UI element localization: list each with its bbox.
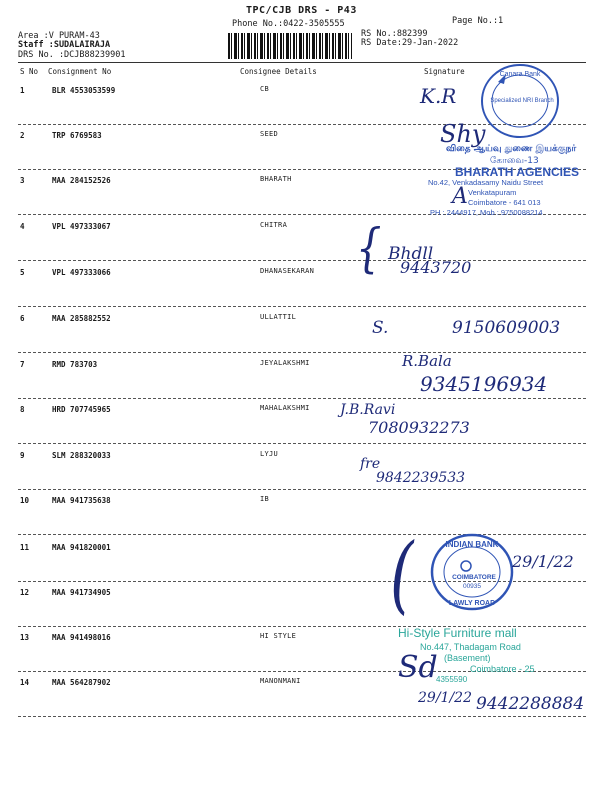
indian-stamp-name: INDIAN BANK bbox=[445, 540, 499, 549]
row-consignment: TRP 6769583 bbox=[52, 131, 102, 140]
row-divider bbox=[18, 398, 586, 399]
bharath-stamp-name: BHARATH AGENCIES bbox=[455, 165, 580, 179]
signature-row3: A bbox=[452, 184, 468, 209]
histyle-stamp-addr3: Coimbatore - 25 bbox=[470, 664, 535, 674]
page-number: Page No.:1 bbox=[452, 16, 504, 26]
row-sno: 3 bbox=[20, 176, 25, 185]
indian-stamp-code: 00935 bbox=[462, 583, 482, 590]
bharath-stamp-addr1: No.42, Venkadasamy Naidu Street bbox=[428, 178, 544, 187]
row-divider bbox=[18, 352, 586, 353]
phone-number: Phone No.:0422-3505555 bbox=[232, 19, 345, 29]
bharath-stamp-phone: PH : 2444917, Mob : 9750088214 bbox=[430, 208, 543, 217]
row-consignment: SLM 288320033 bbox=[52, 451, 111, 460]
signature-row14: Sd bbox=[398, 650, 438, 685]
row-sno: 7 bbox=[20, 360, 25, 369]
histyle-stamp-addr2: (Basement) bbox=[444, 653, 491, 663]
row-divider bbox=[18, 489, 586, 490]
row-divider bbox=[18, 306, 586, 307]
histyle-stamp-name: Hi-Style Furniture mall bbox=[398, 626, 517, 640]
phone-row5: 9443720 bbox=[400, 258, 472, 277]
row-consignee: HI STYLE bbox=[260, 632, 297, 640]
row-consignee: ULLATTIL bbox=[260, 313, 297, 321]
signature-row1: K.R bbox=[420, 84, 457, 108]
row-consignment: MAA 941735638 bbox=[52, 496, 111, 505]
row-sno: 12 bbox=[20, 588, 30, 597]
row-consignee: BHARATH bbox=[260, 175, 292, 183]
phone-row6: 9150609003 bbox=[452, 318, 561, 338]
phone-row14: 9442288884 bbox=[476, 694, 585, 714]
indian-stamp-city: COIMBATORE bbox=[452, 574, 496, 581]
row-consignment: HRD 707745965 bbox=[52, 405, 111, 414]
row-divider bbox=[18, 716, 586, 717]
row-consignment: MAA 941820001 bbox=[52, 543, 111, 552]
row-consignee: SEED bbox=[260, 130, 279, 138]
row-consignment: MAA 564287902 bbox=[52, 678, 111, 687]
row-sno: 5 bbox=[20, 268, 25, 277]
row-consignment: VPL 497333066 bbox=[52, 268, 111, 277]
table-row bbox=[0, 451, 600, 498]
histyle-stamp-phone: 4355590 bbox=[436, 675, 468, 684]
row-consignment: MAA 284152526 bbox=[52, 176, 111, 185]
rs-date: RS Date:29-Jan-2022 bbox=[361, 38, 459, 48]
row-sno: 13 bbox=[20, 633, 30, 642]
row-consignee: JEYALAKSHMI bbox=[260, 359, 310, 367]
row-sno: 9 bbox=[20, 451, 25, 460]
col-consignee: Consignee Details bbox=[240, 67, 317, 76]
phone-row9: 9842239533 bbox=[376, 470, 466, 486]
row-consignment: BLR 4553053599 bbox=[52, 86, 116, 95]
area-label: Area :V PURAM-43 bbox=[18, 31, 100, 41]
row-consignment: RMD 783703 bbox=[52, 360, 98, 369]
row-consignee: CHITRA bbox=[260, 221, 288, 229]
row-consignee: MAHALAKSHMI bbox=[260, 404, 310, 412]
row-sno: 6 bbox=[20, 314, 25, 323]
row-consignment: VPL 497333067 bbox=[52, 222, 111, 231]
phone-row7: 9345196934 bbox=[420, 372, 548, 396]
bharath-stamp-addr2: Venkatapuram bbox=[468, 188, 517, 197]
row-sno: 8 bbox=[20, 405, 25, 414]
indian-bank-stamp bbox=[424, 532, 520, 612]
bharath-stamp-addr3: Coimbatore - 641 013 bbox=[468, 198, 541, 207]
signature-row6: S. bbox=[372, 318, 389, 338]
phone-row8: 7080932273 bbox=[368, 418, 470, 437]
row-consignee: DHANASEKARAN bbox=[260, 267, 315, 275]
signature-row4: { bbox=[356, 219, 382, 279]
row-consignee: CB bbox=[260, 85, 270, 93]
row-divider bbox=[18, 443, 586, 444]
row-sno: 4 bbox=[20, 222, 25, 231]
date-row14: 29/1/22 bbox=[418, 690, 472, 706]
staff-label: Staff :SUDALAIRAJA bbox=[18, 40, 111, 50]
histyle-stamp-addr1: No.447, Thadagam Road bbox=[420, 642, 521, 652]
row-sno: 11 bbox=[20, 543, 30, 552]
barcode bbox=[228, 33, 352, 59]
col-consignment: Consignment No bbox=[48, 67, 112, 76]
row-consignment: MAA 941498016 bbox=[52, 633, 111, 642]
col-sno: S No bbox=[20, 67, 39, 76]
row-sno: 14 bbox=[20, 678, 30, 687]
row-divider bbox=[18, 260, 586, 261]
signature-row9: fre bbox=[360, 456, 381, 472]
row-sno: 10 bbox=[20, 496, 30, 505]
canara-stamp-branch: Specialized NRI Branch bbox=[490, 98, 554, 104]
table-row bbox=[0, 222, 600, 269]
drs-number: DRS No. :DCJB88239901 bbox=[18, 50, 126, 60]
row-consignee: LYJU bbox=[260, 450, 279, 458]
signature-row2: Shy bbox=[440, 120, 486, 148]
row-consignment: MAA 941734905 bbox=[52, 588, 111, 597]
indian-stamp-road: LAWLY ROAD bbox=[448, 600, 496, 607]
bharath-stamp-tamil: விதை ஆய்வு துணை இயக்குநர் bbox=[446, 144, 577, 154]
rs-number: RS No.:882399 bbox=[361, 29, 428, 39]
row-sno: 1 bbox=[20, 86, 25, 95]
row-sno: 2 bbox=[20, 131, 25, 140]
col-signature: Signature bbox=[424, 67, 465, 76]
document-title: TPC/CJB DRS - P43 bbox=[246, 5, 357, 16]
signature-row8: J.B.Ravi bbox=[340, 402, 396, 418]
signature-row11: ( bbox=[390, 526, 414, 624]
row-consignment: MAA 285882552 bbox=[52, 314, 111, 323]
date-row11: 29/1/22 bbox=[512, 552, 574, 571]
signature-row7: R.Bala bbox=[402, 352, 452, 370]
bharath-stamp-kovai: கோவை-13 bbox=[490, 156, 539, 166]
row-consignee: MANONMANI bbox=[260, 677, 301, 685]
table-row bbox=[0, 268, 600, 315]
canara-stamp-name: Canara Bank bbox=[499, 71, 541, 78]
row-consignee: IB bbox=[260, 495, 270, 503]
table-row bbox=[0, 405, 600, 452]
signature-row5: Bhdll bbox=[388, 244, 434, 264]
